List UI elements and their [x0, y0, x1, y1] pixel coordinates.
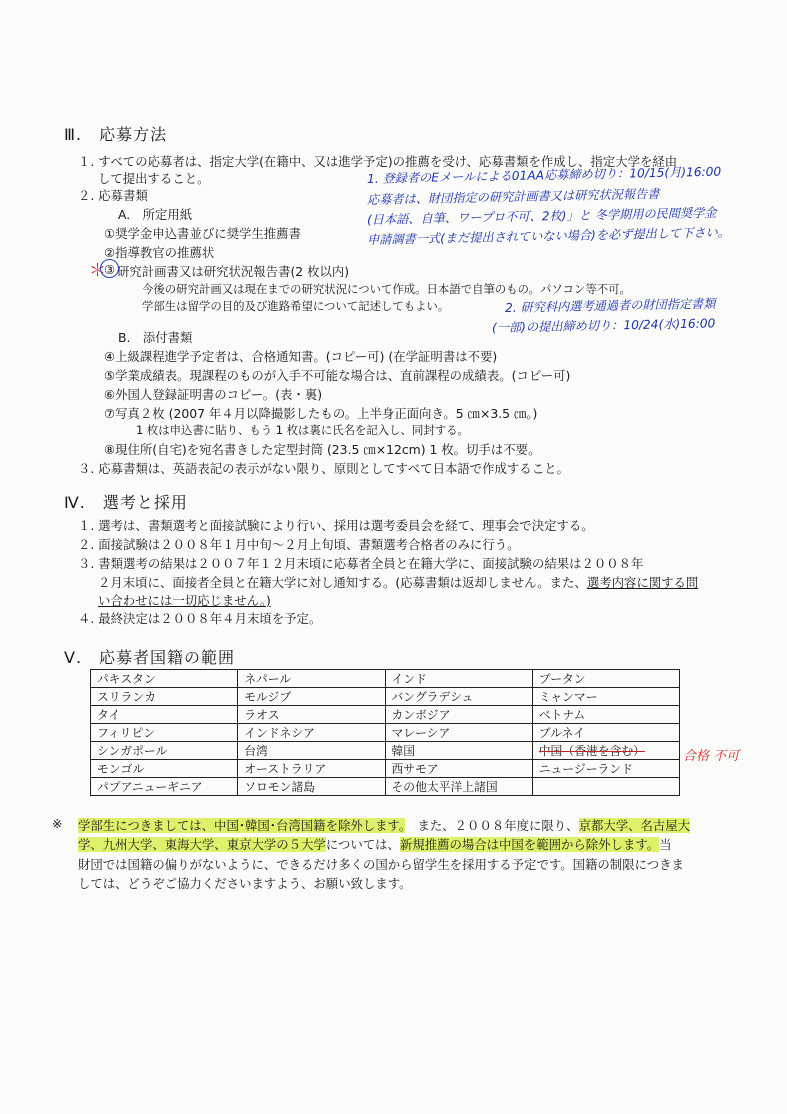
- form-3-number: ③: [104, 262, 116, 277]
- note-highlight-4: 新規推薦の場合は中国を範囲から除外します。: [399, 837, 660, 852]
- table-cell: マレーシア: [385, 724, 532, 742]
- sec4-item-2: ２. 面接試験は２００８年１月中旬～２月上旬頃、書類選考合格者のみに行う。: [78, 537, 520, 552]
- form-3-desc-1: 今後の研究計画又は現在までの研究状況について作成。日本語で自筆のもの。パソコン等不可。: [142, 282, 631, 296]
- red-star-icon: ＊: [89, 261, 106, 281]
- handwritten-note-5: 2. 研究科内選考通過者の財団指定書類: [504, 296, 716, 315]
- note-mark: ※: [52, 816, 63, 831]
- sec3-subhead-b: B. 添付書類: [118, 330, 193, 345]
- form-3-desc-2: 学部生は留学の目的及び進路希望について記述してもよい。: [142, 299, 450, 313]
- sec3-subhead-a: A. 所定用紙: [118, 207, 193, 222]
- table-cell: バングラデシュ: [385, 688, 532, 706]
- note-line-3: 財団では国籍の偏りがないように、できるだけ多くの国から留学生を採用する予定です。国籍の制限につきま: [78, 857, 684, 872]
- table-cell: モンゴル: [91, 760, 238, 778]
- table-cell: インド: [385, 670, 532, 688]
- sec4-item-3-line-3: い合わせには一切応じません。): [98, 593, 271, 608]
- note-line-1: [78, 816, 690, 834]
- handwritten-note-1: 1. 登録者のEメールによる01AA応募締め切り：10/15(月)16:00: [366, 164, 722, 186]
- sec3-item-1-line-1: １. すべての応募者は、指定大学(在籍中、又は進学予定)の推薦を受け、応募書類を作成し、指定大学を経由: [78, 154, 678, 169]
- table-row: [91, 778, 680, 796]
- handwritten-note-2: 応募者は、財団指定の研究計画書又は研究状況報告書: [366, 186, 660, 207]
- table-cell: ラオス: [238, 706, 385, 724]
- attach-7: ⑦写真２枚 (2007 年４月以降撮影したもの。上半身正面向き。5 ㎝×3.5 ㎝。): [104, 406, 538, 421]
- attach-7-desc: 1 枚は申込書に貼り、もう 1 枚は裏に氏名を記入し、同封する。: [136, 423, 469, 437]
- table-cell: パプアニューギニア: [91, 778, 238, 796]
- sec4-item-3-underlined: 選考内容に関する問: [586, 575, 699, 590]
- table-row: [91, 706, 680, 724]
- sec3-item-1-line-2: して提出すること。: [98, 171, 210, 186]
- section-3-heading: Ⅲ. 応募方法: [64, 125, 168, 144]
- note-line-4: しては、どうぞご協力くださいますよう、お願い致します。: [78, 876, 412, 891]
- country-table: [90, 669, 680, 796]
- table-row: [91, 760, 680, 778]
- table-cell: パキスタン: [91, 670, 238, 688]
- sec4-item-1: １. 選考は、書類選考と面接試験により行い、採用は選考委員会を経て、理事会で決定する。: [78, 518, 594, 533]
- table-cell: オーストラリア: [238, 760, 385, 778]
- circle-mark: [100, 259, 119, 278]
- sec3-item-2: ２. 応募書類: [78, 188, 148, 203]
- table-cell-struck: 中国（香港を含む）: [532, 742, 679, 760]
- table-cell: 台湾: [238, 742, 385, 760]
- note-highlight-2: 京都大学、名古屋大: [578, 818, 691, 833]
- table-cell: タイ: [91, 706, 238, 724]
- table-row: [91, 670, 680, 688]
- table-cell: カンボジア: [385, 706, 532, 724]
- attach-4: ④上級課程進学予定者は、合格通知書。(コピー可) (在学証明書は不要): [104, 349, 498, 364]
- table-row: [91, 742, 680, 760]
- table-cell: ブルネイ: [532, 724, 679, 742]
- note-text-2b: 当: [659, 837, 672, 852]
- table-cell: ベトナム: [532, 706, 679, 724]
- table-cell: フィリピン: [91, 724, 238, 742]
- table-cell: シンガポール: [91, 742, 238, 760]
- note-line-2: [78, 835, 672, 853]
- handwritten-note-4: 申請調書一式(まだ提出されていない場合)を必ず提出して下さい。: [366, 225, 731, 247]
- table-cell: ニュージーランド: [532, 760, 679, 778]
- form-2: ②指導教官の推薦状: [104, 245, 215, 260]
- table-cell: その他太平洋上諸国: [385, 778, 532, 796]
- attach-8: ⑧現住所(自宅)を宛名書きした定型封筒 (23.5 ㎝×12cm) 1 枚。切手は不要。: [104, 442, 541, 457]
- form-3: 研究計画書又は研究状況報告書(2 枚以内): [117, 264, 350, 279]
- handwritten-side-note: 合格 不可: [683, 749, 740, 764]
- attach-6: ⑥外国人登録証明書のコピー。(表・裏): [104, 387, 323, 402]
- table-cell: インドネシア: [238, 724, 385, 742]
- note-highlight-1: 学部生につきましては、中国･韓国･台湾国籍を除外します。: [78, 818, 406, 833]
- form-1: ①奨学金申込書並びに奨学生推薦書: [104, 226, 301, 241]
- note-text-1: また、２００８年度に限り、: [405, 818, 579, 833]
- table-cell: ミャンマー: [532, 688, 679, 706]
- table-cell: スリランカ: [91, 688, 238, 706]
- table-cell: 韓国: [385, 742, 532, 760]
- table-cell: ネパール: [238, 670, 385, 688]
- sec4-item-3-line-1: ３. 書類選考の結果は２００７年１２月末頃に応募者全員と在籍大学に、面接試験の結果は２００８年: [78, 556, 644, 571]
- attach-5: ⑤学業成績表。現課程のものが入手不可能な場合は、直前課程の成績表。(コピー可): [104, 368, 571, 383]
- handwritten-note-6: (一部)の提出締め切り：10/24(水)16:00: [491, 316, 716, 335]
- note-text-2: については、: [325, 837, 400, 852]
- handwritten-note-3: (日本語、自筆、ワープロ不可、2枚)」と 冬学期用の民間奨学金: [366, 205, 717, 227]
- table-cell: モルジブ: [238, 688, 385, 706]
- note-highlight-3: 学、九州大学、東海大学、東京大学の５大学: [78, 837, 326, 852]
- sec4-item-4: ４. 最終決定は２００８年４月末頃を予定。: [78, 611, 322, 626]
- table-row: [91, 724, 680, 742]
- table-cell: ブータン: [532, 670, 679, 688]
- sec4-item-3-line-2: [98, 573, 698, 591]
- table-cell: ソロモン諸島: [238, 778, 385, 796]
- section-5-heading: Ⅴ. 応募者国籍の範囲: [64, 648, 236, 667]
- section-4-heading: Ⅳ. 選考と採用: [64, 493, 188, 512]
- sec4-item-3-text: ２月末頃に、面接者全員と在籍大学に対し通知する。(応募書類は返却しません。また、: [98, 575, 587, 590]
- table-row: [91, 688, 680, 706]
- table-cell: [532, 778, 679, 796]
- table-cell: 西サモア: [385, 760, 532, 778]
- sec3-item-3: ３. 応募書類は、英語表記の表示がない限り、原則としてすべて日本語で作成すること。: [78, 461, 569, 476]
